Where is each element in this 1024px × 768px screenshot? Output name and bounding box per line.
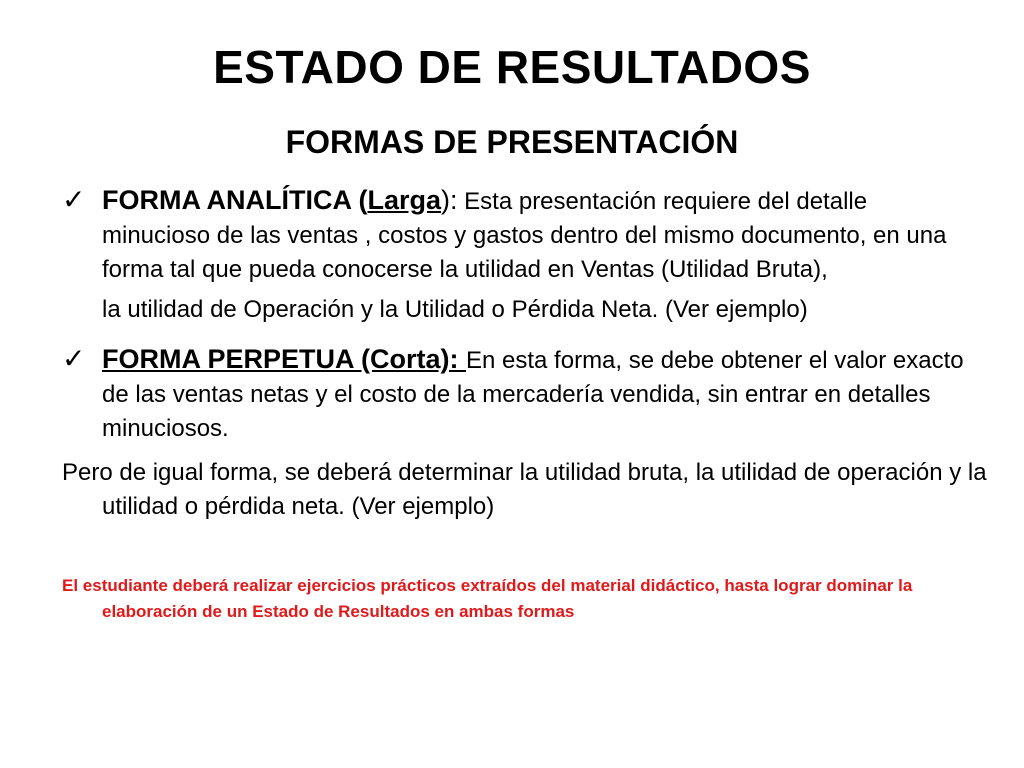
bullet-heading: FORMA PERPETUA (Corta): (102, 344, 466, 374)
bullet-text (102, 342, 967, 446)
slide-subtitle: FORMAS DE PRESENTACIÓN (285, 124, 739, 160)
bullet-forma-perpetua (62, 342, 967, 446)
checkmark-icon: ✓ (62, 343, 86, 374)
bullet-forma-analitica (62, 183, 967, 327)
bullet-body: En esta forma, se debe obtener el valor exacto de las ventas netas y el costo de la mercadería vendida, sin entrar en detalles minuciosos. (102, 347, 964, 442)
bullet-heading: FORMA ANALÍTICA (Larga): (102, 185, 458, 215)
bullet-body: Esta presentación requiere del detalle minucioso de las ventas , costos y gastos dentro del mismo documento, en una forma tal que pueda conocerse la utilidad en Ventas (Utilidad Bruta), (102, 188, 947, 283)
bullet-heading-underlined: Larga (367, 185, 441, 215)
bullet-text (102, 183, 967, 327)
slide-title: ESTADO DE RESULTADOS (213, 41, 811, 93)
checkmark-icon: ✓ (62, 184, 86, 215)
student-note: El estudiante deberá realizar ejercicios prácticos extraídos del material didáctico, hasta lograr dominar la elaboración de un Estado de Resultados en ambas formas (62, 576, 913, 621)
paragraph-text: Pero de igual forma, se deberá determinar la utilidad bruta, la utilidad de operación y la utilidad o pérdida neta. (Ver ejemplo) (62, 459, 987, 520)
bullet-body-last-line: la utilidad de Operación y la Utilidad o Pérdida Neta. (Ver ejemplo) (102, 296, 808, 323)
